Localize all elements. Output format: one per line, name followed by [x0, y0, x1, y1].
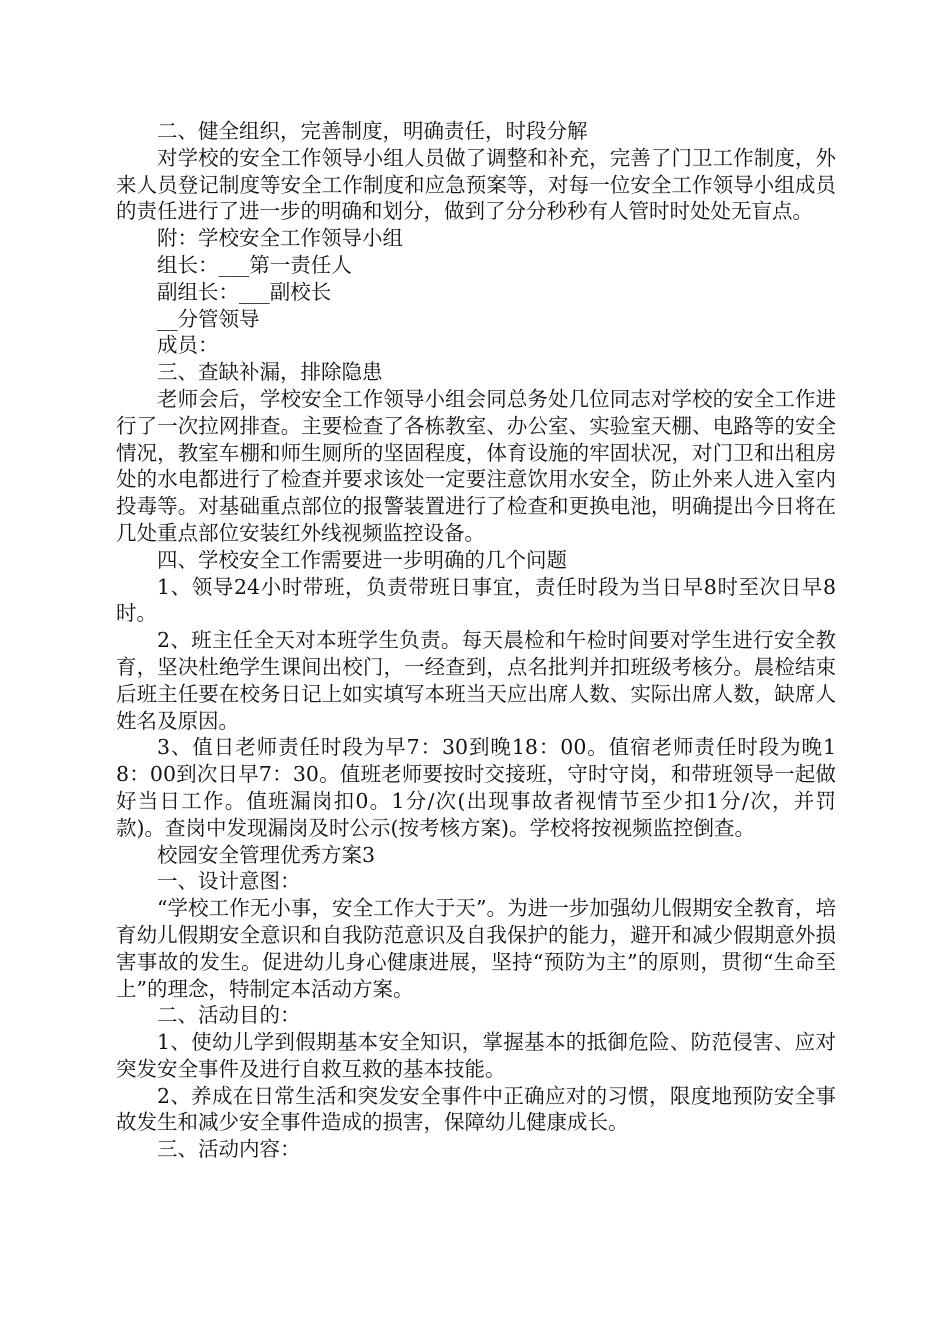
body-paragraph: 对学校的安全工作领导小组人员做了调整和补充，完善了门卫工作制度，外来人员登记制度等安全工作制度和应急预案等，对每一位安全工作领导小组成员的责任进行了进一步的明确和划分，做到了分分秒秒有人管时时处处无盲点。	[116, 145, 836, 224]
body-paragraph: “学校工作无小事，安全工作大于天”。为进一步加强幼儿假期安全教育，培育幼儿假期安全意识和自我防范意识及自我保护的能力，避开和减少假期意外损害事故的发生。促进幼儿身心健康进展，坚持“预防为主”的原则，贯彻“生命至上”的理念，特制定本活动方案。	[116, 896, 836, 1001]
body-paragraph: 老师会后，学校安全工作领导小组会同总务处几位同志对学校的安全工作进行了一次拉网排查。主要检查了各栋教室、办公室、实验室天棚、电路等的安全情况，教室车棚和师生厕所的坚固程度，体育设施的牢固状况，对门卫和出租房处的水电都进行了检查并要求该处一定要注意饮用水安全，防止外来人进入室内投毒等。对基础重点部位的报警装置进行了检查和更换电池，明确提出今日将在几处重点部位安装红外线视频监控设备。	[116, 386, 836, 545]
list-item: 2、班主任全天对本班学生负责。每天晨检和午检时间要对学生进行安全教育，坚决杜绝学生课间出校门，一经查到，点名批判并扣班级考核分。晨检结束后班主任要在校务日记上如实填写本班当天应出席人数、实际出席人数，缺席人姓名及原因。	[116, 628, 836, 733]
section-heading-3: 三、查缺补漏，排除隐患	[157, 360, 383, 385]
manager-line: __分管领导	[157, 306, 260, 331]
list-item: 3、值日老师责任时段为早7：30到晚18：00。值宿老师责任时段为晚18：00到次日早7：30。值班老师要按时交接班，守时守岗，和带班领导一起做好当日工作。值班漏岗扣0。1分/次(出现事故者视情节至少扣1分/次，并罚款)。查岗中发现漏岗及时公示(按考核方案)。学校将按视频监控倒查。	[116, 735, 836, 840]
section-heading-design: 一、设计意图：	[157, 869, 301, 894]
section-heading-2: 二、健全组织，完善制度，明确责任，时段分解	[157, 119, 588, 143]
members-line: 成员：	[157, 333, 219, 358]
section-heading-4: 四、学校安全工作需要进一步明确的几个问题	[157, 547, 567, 572]
list-item: 2、养成在日常生活和突发安全事件中正确应对的习惯，限度地预防安全事故发生和减少安全事件造成的损害，保障幼儿健康成长。	[116, 1083, 836, 1135]
plan-title: 校园安全管理优秀方案3	[157, 842, 376, 867]
list-item: 1、领导24小时带班，负责带班日事宜，责任时段为当日早8时至次日早8时。	[116, 574, 836, 626]
deputy-leader-line: 副组长：___副校长	[157, 279, 332, 304]
appendix-line: 附：学校安全工作领导小组	[157, 226, 403, 251]
leader-line: 组长：___第一责任人	[157, 252, 352, 277]
document-page	[116, 118, 836, 1163]
section-heading-content: 三、活动内容：	[157, 1137, 301, 1162]
list-item: 1、使幼儿学到假期基本安全知识，掌握基本的抵御危险、防范侵害、应对突发安全事件及进行自救互救的基本技能。	[116, 1030, 836, 1081]
section-heading-purpose: 二、活动目的：	[157, 1003, 301, 1028]
